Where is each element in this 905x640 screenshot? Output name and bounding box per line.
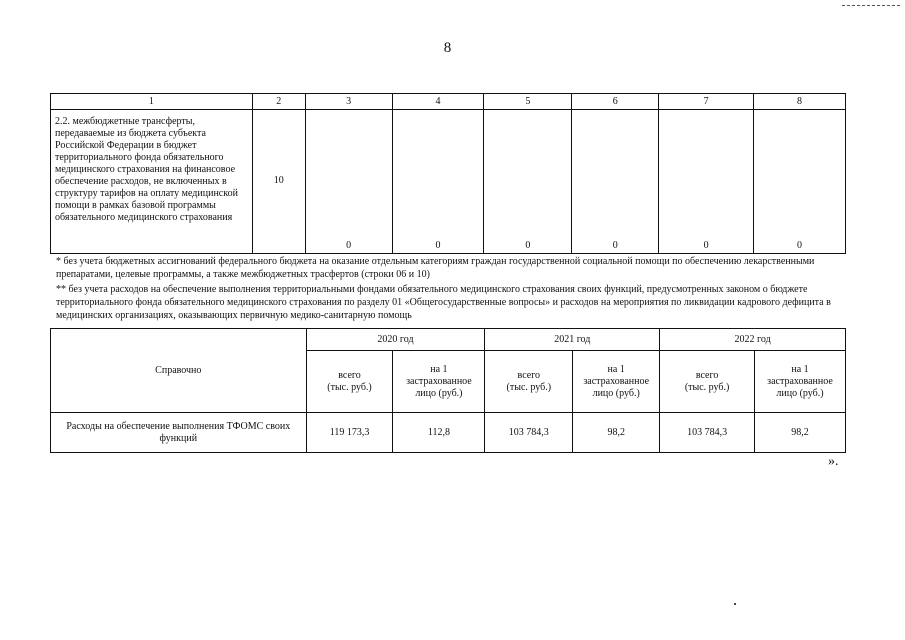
per-insured-header: на 1 застрахованное лицо (руб.) xyxy=(573,351,660,413)
value-cell: 0 xyxy=(754,110,846,254)
column-number-header: 5 xyxy=(484,94,572,110)
column-number-header: 3 xyxy=(305,94,392,110)
column-number-header: 4 xyxy=(392,94,484,110)
value-cell: 98,2 xyxy=(573,413,660,453)
column-number-header: 1 xyxy=(51,94,253,110)
footnote-single-asterisk: * без учета бюджетных ассигнований федерального бюджета на оказание отдельным категориям граждан государственной социальной помощи по обеспечению лекарственными препаратами, целевые программы, а также межбюджетных трасфертов (строки 06 и 10) xyxy=(56,256,815,280)
budget-table xyxy=(50,93,846,254)
value-cell: 0 xyxy=(305,110,392,254)
per-insured-header: на 1 застрахованное лицо (руб.) xyxy=(755,351,846,413)
row-code: 10 xyxy=(252,110,305,254)
year-header: 2021 год xyxy=(485,329,660,351)
table-row xyxy=(51,110,846,254)
value-cell: 119 173,3 xyxy=(306,413,393,453)
page-number: 8 xyxy=(443,40,452,56)
column-number-header: 7 xyxy=(659,94,754,110)
total-header: всего (тыс. руб.) xyxy=(306,351,393,413)
column-number-row xyxy=(51,94,846,110)
value-cell: 103 784,3 xyxy=(660,413,755,453)
value-cell: 0 xyxy=(484,110,572,254)
reference-table xyxy=(50,328,846,453)
reference-label: Справочно xyxy=(51,329,307,413)
scan-artifact-dot xyxy=(734,603,736,605)
value-cell: 0 xyxy=(572,110,659,254)
value-cell: 98,2 xyxy=(755,413,846,453)
value-cell: 103 784,3 xyxy=(485,413,573,453)
closing-quote-mark: ». xyxy=(828,454,839,469)
value-cell: 0 xyxy=(659,110,754,254)
footnote-double-asterisk: ** без учета расходов на обеспечение выполнения территориальными фондами обязательного медицинского страхования своих функций, предусмотренных законом о бюджете территориального фонда обязательного медицинского страхования по разделу 01 «Общегосударственные вопросы» и расходов на мероприятия по ликвидации кадрового дефицита в медицинских организациях, оказывающих первичную медико-санитарную помощь xyxy=(56,284,831,321)
year-header: 2022 год xyxy=(660,329,846,351)
column-number-header: 2 xyxy=(252,94,305,110)
year-header-row xyxy=(51,329,846,351)
scan-artifact-mark xyxy=(842,5,900,8)
year-header: 2020 год xyxy=(306,329,485,351)
per-insured-header: на 1 застрахованное лицо (руб.) xyxy=(393,351,485,413)
row-description: 2.2. межбюджетные трансферты, передаваемые из бюджета субъекта Российской Федерации в бюджет территориального фонда обязательного медицинского страхования на финансовое обеспечение расходов, не включенных в структуру тарифов на оплату медицинской помощи в рамках базовой программы обязательного медицинского страхования xyxy=(51,110,253,254)
column-number-header: 8 xyxy=(754,94,846,110)
total-header: всего (тыс. руб.) xyxy=(660,351,755,413)
value-cell: 112,8 xyxy=(393,413,485,453)
table-row xyxy=(51,413,846,453)
value-cell: 0 xyxy=(392,110,484,254)
total-header: всего (тыс. руб.) xyxy=(485,351,573,413)
column-number-header: 6 xyxy=(572,94,659,110)
expense-row-label: Расходы на обеспечение выполнения ТФОМС своих функций xyxy=(51,413,307,453)
